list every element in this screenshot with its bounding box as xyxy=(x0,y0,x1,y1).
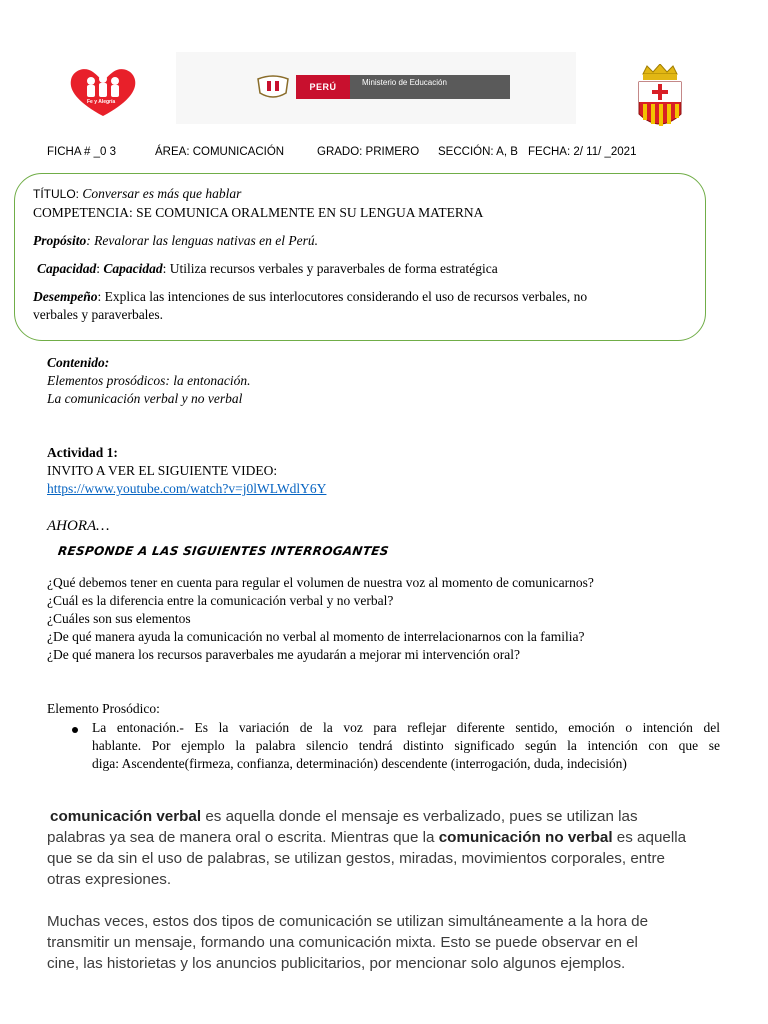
ministry-name: Ministerio de Educación xyxy=(350,75,510,99)
titulo-line xyxy=(33,185,241,203)
capacidad-line xyxy=(37,261,498,277)
entonacion-line-2: hablante. Por ejemplo la palabra silencio tendrá distinto significado según la intención con que se xyxy=(92,738,720,753)
titulo-value: Conversar es más que hablar xyxy=(82,186,242,201)
pregunta-5: ¿De qué manera los recursos paraverbales me ayudarán a mejorar mi intervención oral? xyxy=(47,647,521,662)
actividad-invite: INVITO A VER EL SIGUIENTE VIDEO: xyxy=(47,463,278,478)
video-link[interactable]: https://www.youtube.com/watch?v=j0lWLWdlY6Y xyxy=(47,481,327,496)
peru-shield-icon xyxy=(254,75,292,99)
prose-p2-line-2: transmitir un mensaje, formando una comunicación mixta. Esto se puede observar en el xyxy=(47,934,638,951)
capacidad-label-1: Capacidad xyxy=(37,261,97,276)
prose-p1-line-3: que se da sin el uso de palabras, se utilizan gestos, miradas, movimientos corporales, entre xyxy=(47,850,665,867)
prose-text: palabras ya sea de manera oral o escrita. Mientras que la xyxy=(47,829,439,846)
competencia-text: COMPETENCIA: SE COMUNICA ORALMENTE EN SU LENGUA MATERNA xyxy=(33,205,484,220)
capacidad-label-2: Capacidad xyxy=(103,261,163,276)
proposito-value: : Revalorar las lenguas nativas en el Perú. xyxy=(86,233,318,248)
proposito-line xyxy=(33,233,318,249)
capacidad-separator: : xyxy=(96,261,104,276)
prose-p2-line-3: cine, las historietas y los anuncios publicitarios, por mencionar solo algunos ejemplos. xyxy=(47,955,626,972)
desempeno-label: Desempeño xyxy=(33,289,98,304)
contenido-item-2: La comunicación verbal y no verbal xyxy=(47,391,243,406)
coat-of-arms-logo xyxy=(633,64,687,132)
capacidad-value: : Utiliza recursos verbales y paraverbales de forma estratégica xyxy=(162,261,498,276)
pregunta-4: ¿De qué manera ayuda la comunicación no verbal al momento de interrelacionarnos con la familia? xyxy=(47,629,585,644)
fecha-label: FECHA: 2/ 11/ _2021 xyxy=(528,146,637,158)
term-comunicacion-verbal: comunicación verbal xyxy=(50,808,202,825)
peru-brand: PERÚ xyxy=(296,75,350,99)
grado-label: GRADO: PRIMERO xyxy=(317,146,420,158)
pregunta-2: ¿Cuál es la diferencia entre la comunicación verbal y no verbal? xyxy=(47,593,394,608)
area-label: ÁREA: COMUNICACIÓN xyxy=(155,146,285,158)
titulo-label: TÍTULO: xyxy=(33,187,83,201)
fe-y-alegria-logo xyxy=(67,66,139,118)
prose-p2-line-1: Muchas veces, estos dos tipos de comunicación se utilizan simultáneamente a la hora de xyxy=(47,913,649,930)
desempeno-line-2: verbales y paraverbales. xyxy=(33,307,164,322)
bullet-icon xyxy=(72,727,78,733)
responde-heading: RESPONDE A LAS SIGUIENTES INTERROGANTES xyxy=(57,544,390,558)
logo-left-text: Fe y Alegría xyxy=(87,99,116,105)
proposito-label: Propósito xyxy=(33,233,87,248)
prose-text: es aquella xyxy=(612,829,687,846)
prose-p1-line-2 xyxy=(47,827,686,848)
ficha-number: FICHA # _0 3 xyxy=(47,146,117,158)
entonacion-line-1: La entonación.- Es la variación de la voz para reflejar diferente sentido, emoción o intención del xyxy=(92,720,720,735)
seccion-label: SECCIÓN: A, B xyxy=(438,146,518,158)
prose-p1-line-4: otras expresiones. xyxy=(47,871,172,888)
desempeno-text-1: : Explica las intenciones de sus interlocutores considerando el uso de recursos verbales, no xyxy=(97,289,588,304)
contenido-title: Contenido: xyxy=(47,355,110,370)
competencia-line xyxy=(33,204,483,222)
desempeno-line-1 xyxy=(33,289,587,305)
actividad-title: Actividad 1: xyxy=(47,445,118,460)
contenido-item-1: Elementos prosódicos: la entonación. xyxy=(47,373,251,388)
term-comunicacion-no-verbal: comunicación no verbal xyxy=(438,829,613,846)
entonacion-line-3: diga: Ascendente(firmeza, confianza, determinación) descendente (interrogación, duda, indecisión) xyxy=(92,756,627,771)
prose-p1-line-1 xyxy=(50,806,638,827)
elemento-title: Elemento Prosódico: xyxy=(47,701,160,716)
ahora-heading: AHORA… xyxy=(47,518,110,534)
prose-text: es aquella donde el mensaje es verbalizado, pues se utilizan las xyxy=(201,808,638,825)
pregunta-1: ¿Qué debemos tener en cuenta para regular el volumen de nuestra voz al momento de comunicarnos? xyxy=(47,575,594,590)
pregunta-3: ¿Cuáles son sus elementos xyxy=(47,611,191,626)
